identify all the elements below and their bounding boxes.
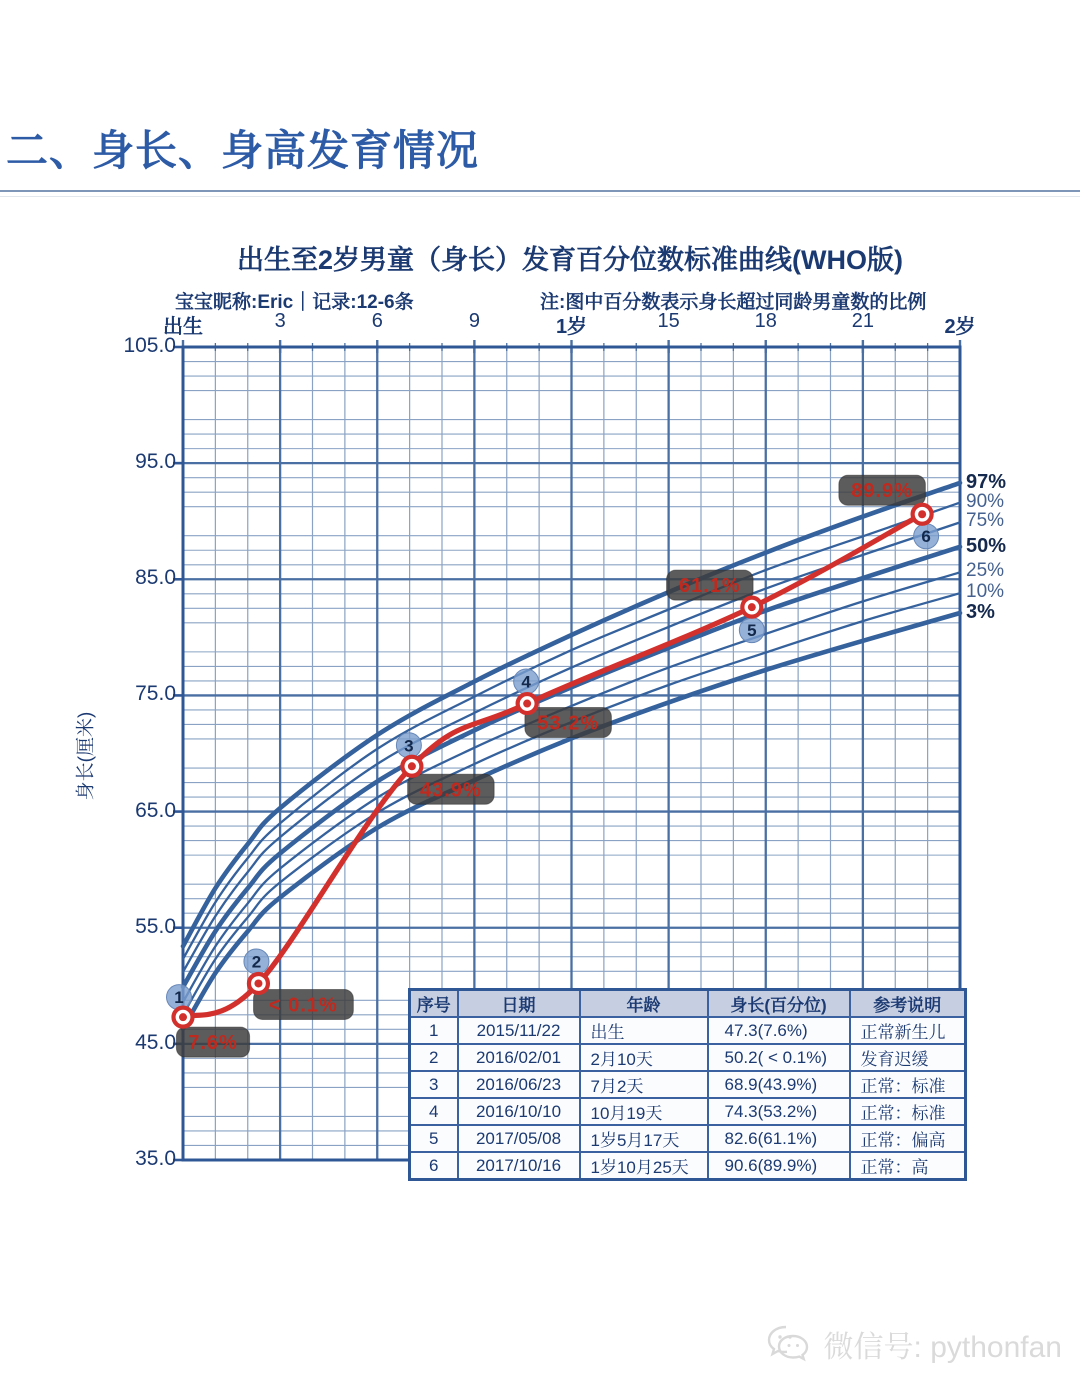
table-row: [410, 1017, 966, 1044]
percentile-label: 10%: [966, 581, 1005, 603]
x-tick-label: 1岁: [555, 316, 588, 338]
point-badges: [167, 524, 939, 1010]
percentile-label: 25%: [966, 560, 1005, 582]
percent-box-text: 61.1%: [678, 575, 741, 598]
point-badge-number: 6: [921, 527, 931, 547]
data-point-center: [748, 603, 756, 611]
percent-box-text: 43.9%: [420, 779, 482, 802]
point-badge-number: 5: [747, 621, 757, 641]
percentile-label: 75%: [966, 510, 1005, 532]
table-cell: 6: [410, 1152, 458, 1180]
percentile-label: 50%: [966, 534, 1007, 557]
x-tick-label: 2岁: [944, 316, 976, 338]
percentile-label: 90%: [966, 490, 1005, 512]
table-cell: 2017/10/16: [458, 1152, 580, 1180]
table-cell: 47.3(7.6%): [708, 1017, 850, 1044]
table-cell: 2016/06/23: [458, 1071, 580, 1098]
page-title: 二、身长、身高发育情况: [6, 127, 480, 174]
x-tick-label: 3: [274, 310, 286, 332]
table-cell: 2017/05/08: [458, 1125, 580, 1152]
y-tick-label: 45.0: [135, 1030, 176, 1054]
y-tick-label: 105.0: [123, 334, 176, 357]
table-cell: 5: [410, 1125, 458, 1152]
records-table-head: [410, 990, 966, 1018]
table-cell: 2: [410, 1044, 458, 1071]
table-row: [410, 1098, 966, 1125]
x-tick-label: 6: [371, 310, 383, 332]
table-cell: 2016/10/10: [458, 1098, 580, 1125]
table-row: [410, 1044, 966, 1071]
chart-subtitle-baby: 宝宝昵称:Eric｜记录:12-6条: [175, 292, 414, 313]
y-tick-label: 95.0: [135, 450, 176, 474]
table-cell: 68.9(43.9%): [708, 1071, 850, 1098]
wechat-icon: [766, 1323, 816, 1365]
data-point-center: [918, 510, 926, 518]
table-cell: 74.3(53.2%): [708, 1098, 850, 1125]
percent-box-text: 89.9%: [851, 480, 913, 503]
point-badge-number: 1: [174, 988, 184, 1008]
table-cell: 50.2( < 0.1%): [708, 1044, 850, 1071]
x-tick-label: 出生: [163, 316, 203, 338]
table-cell: 2月10天: [580, 1044, 708, 1071]
x-tick-label: 9: [468, 310, 480, 332]
percent-box-text: 7.6%: [188, 1032, 238, 1055]
table-header-cell: 身长(百分位): [708, 990, 850, 1018]
x-tick-label: 15: [657, 310, 680, 332]
percent-box-text: 53.2%: [537, 712, 600, 735]
point-badge-number: 3: [404, 736, 414, 756]
table-cell: 正常新生儿: [850, 1017, 966, 1044]
y-tick-label: 65.0: [135, 798, 176, 822]
table-cell: 10月19天: [580, 1098, 708, 1125]
y-tick-label: 75.0: [135, 682, 176, 706]
table-cell: 正常：偏高: [850, 1125, 966, 1152]
table-row: [410, 1152, 966, 1180]
wechat-id-text: 微信号: pythonfan: [823, 1331, 1062, 1364]
table-cell: 正常：高: [850, 1152, 966, 1180]
y-tick-label: 85.0: [135, 566, 176, 590]
table-cell: 2016/02/01: [458, 1044, 580, 1071]
table-cell: 2015/11/22: [458, 1017, 580, 1044]
table-header-cell: 序号: [410, 990, 458, 1018]
y-tick-label: 35.0: [135, 1147, 176, 1170]
table-cell: 1岁10月25天: [580, 1152, 708, 1180]
table-cell: 3: [410, 1071, 458, 1098]
table-header-cell: 年龄: [580, 990, 708, 1018]
point-badge-number: 4: [521, 672, 531, 692]
chart-title: 出生至2岁男童（身长）发育百分位数标准曲线(WHO版): [237, 245, 903, 275]
data-point-center: [179, 1013, 187, 1021]
table-cell: 1岁5月17天: [580, 1125, 708, 1152]
table-cell: 7月2天: [580, 1071, 708, 1098]
records-table: [408, 988, 967, 1181]
data-point-center: [408, 762, 416, 770]
table-cell: 发育迟缓: [850, 1044, 966, 1071]
percentile-label: 97%: [966, 470, 1007, 493]
point-badge-number: 2: [251, 952, 262, 972]
table-header-cell: 参考说明: [850, 990, 966, 1018]
table-row: [410, 1125, 966, 1152]
percentile-label: 3%: [966, 600, 995, 623]
table-cell: 正常：标准: [850, 1098, 966, 1125]
table-header-cell: 日期: [458, 990, 580, 1018]
percent-label-boxes: [176, 475, 925, 1057]
table-cell: 4: [410, 1098, 458, 1125]
x-tick-label: 18: [754, 310, 777, 332]
data-point-center: [254, 979, 262, 987]
chart-subtitle-note: 注:图中百分数表示身长超过同龄男童数的比例: [540, 292, 927, 313]
x-tick-label: 21: [851, 310, 874, 332]
table-cell: 出生: [580, 1017, 708, 1044]
percent-box-text: < 0.1%: [269, 994, 338, 1017]
table-cell: 1: [410, 1017, 458, 1044]
data-point-center: [523, 700, 531, 708]
y-axis-title: 身长(厘米): [75, 711, 97, 801]
records-table-body: [410, 1017, 966, 1180]
wechat-watermark: [766, 1322, 1062, 1366]
table-cell: 90.6(89.9%): [708, 1152, 850, 1180]
y-tick-label: 55.0: [135, 914, 176, 938]
table-row: [410, 1071, 966, 1098]
table-cell: 82.6(61.1%): [708, 1125, 850, 1152]
table-cell: 正常：标准: [850, 1071, 966, 1098]
